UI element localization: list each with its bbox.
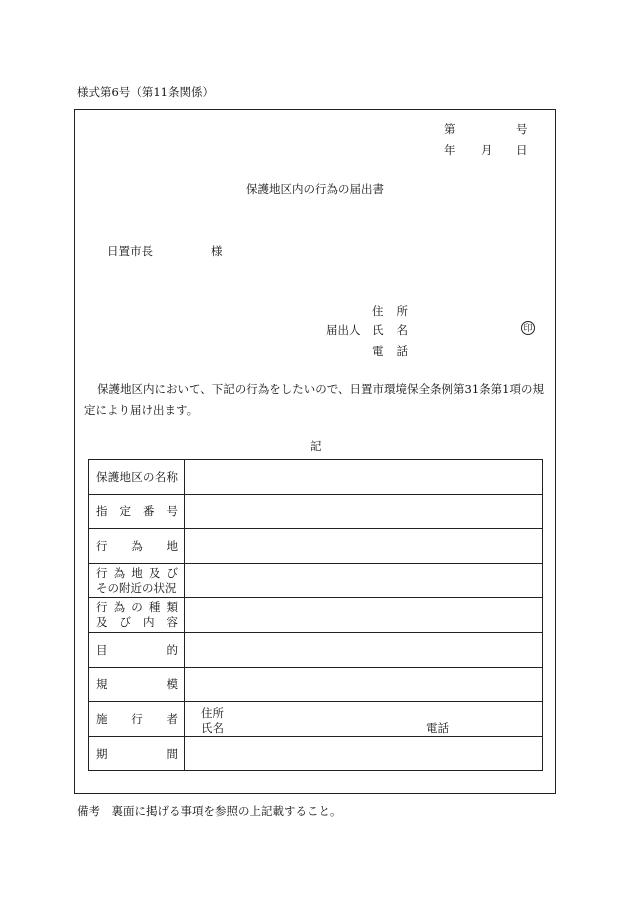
date-day: 日 (516, 143, 528, 157)
notifier-phone-label: 電 話 (372, 344, 408, 358)
row-label-action-site: 行 為 地 (89, 529, 185, 564)
row-label-action-type: 行 為 の 種 類 及 び 内 容 (89, 598, 185, 633)
row-label-site-surroundings: 行 為 地 及 び その附近の状況 (89, 563, 185, 598)
period-field[interactable] (185, 736, 543, 771)
scale-field[interactable] (185, 667, 543, 702)
addressee-honorific: 様 (211, 244, 223, 258)
area-name-field[interactable] (185, 460, 543, 495)
seal-icon: 印 (521, 321, 535, 335)
body-text-line1: 保護地区内において、下記の行為をしたいので、日置市環境保全条例第31条第1項の規 (97, 382, 544, 396)
row-label-purpose: 目 的 (89, 632, 185, 667)
site-surroundings-field[interactable] (185, 563, 543, 598)
executor-name-label: 氏名 (201, 721, 224, 736)
notifier-name-label: 氏 名 (372, 323, 408, 337)
row-label-scale: 規 模 (89, 667, 185, 702)
row-label-period: 期 間 (89, 736, 185, 771)
table-row (89, 598, 543, 633)
form-id: 様式第6号（第11条関係） (77, 85, 214, 99)
designation-number-field[interactable] (185, 494, 543, 529)
table-row (89, 702, 543, 737)
action-type-field[interactable] (185, 598, 543, 633)
table-row (89, 736, 543, 771)
form-title: 保護地区内の行為の届出書 (246, 182, 384, 196)
notifier-address-label: 住 所 (372, 304, 408, 318)
table-row (89, 460, 543, 495)
row-label-designation-number: 指 定 番 号 (89, 494, 185, 529)
date-year: 年 (444, 143, 456, 157)
table-row (89, 563, 543, 598)
number-suffix: 号 (516, 122, 528, 136)
ki-label: 記 (310, 439, 322, 453)
number-prefix: 第 (444, 122, 456, 136)
notifier-label: 届出人 (326, 323, 361, 337)
details-table (88, 459, 543, 771)
row-label-area-name: 保 護 地 区 の 名 称 (89, 460, 185, 495)
remarks: 備考 裏面に掲げる事項を参照の上記載すること。 (77, 804, 342, 818)
table-row (89, 494, 543, 529)
row-label-executor: 施 行 者 (89, 702, 185, 737)
purpose-field[interactable] (185, 632, 543, 667)
body-text-line2: 定により届け出ます。 (84, 403, 199, 417)
executor-phone-label: 電話 (426, 721, 449, 736)
executor-field[interactable] (185, 702, 543, 737)
executor-address-label: 住所 (201, 706, 224, 721)
table-row (89, 667, 543, 702)
table-row (89, 529, 543, 564)
table-row (89, 632, 543, 667)
addressee-name: 日置市長 (107, 244, 153, 258)
action-site-field[interactable] (185, 529, 543, 564)
date-month: 月 (481, 143, 493, 157)
